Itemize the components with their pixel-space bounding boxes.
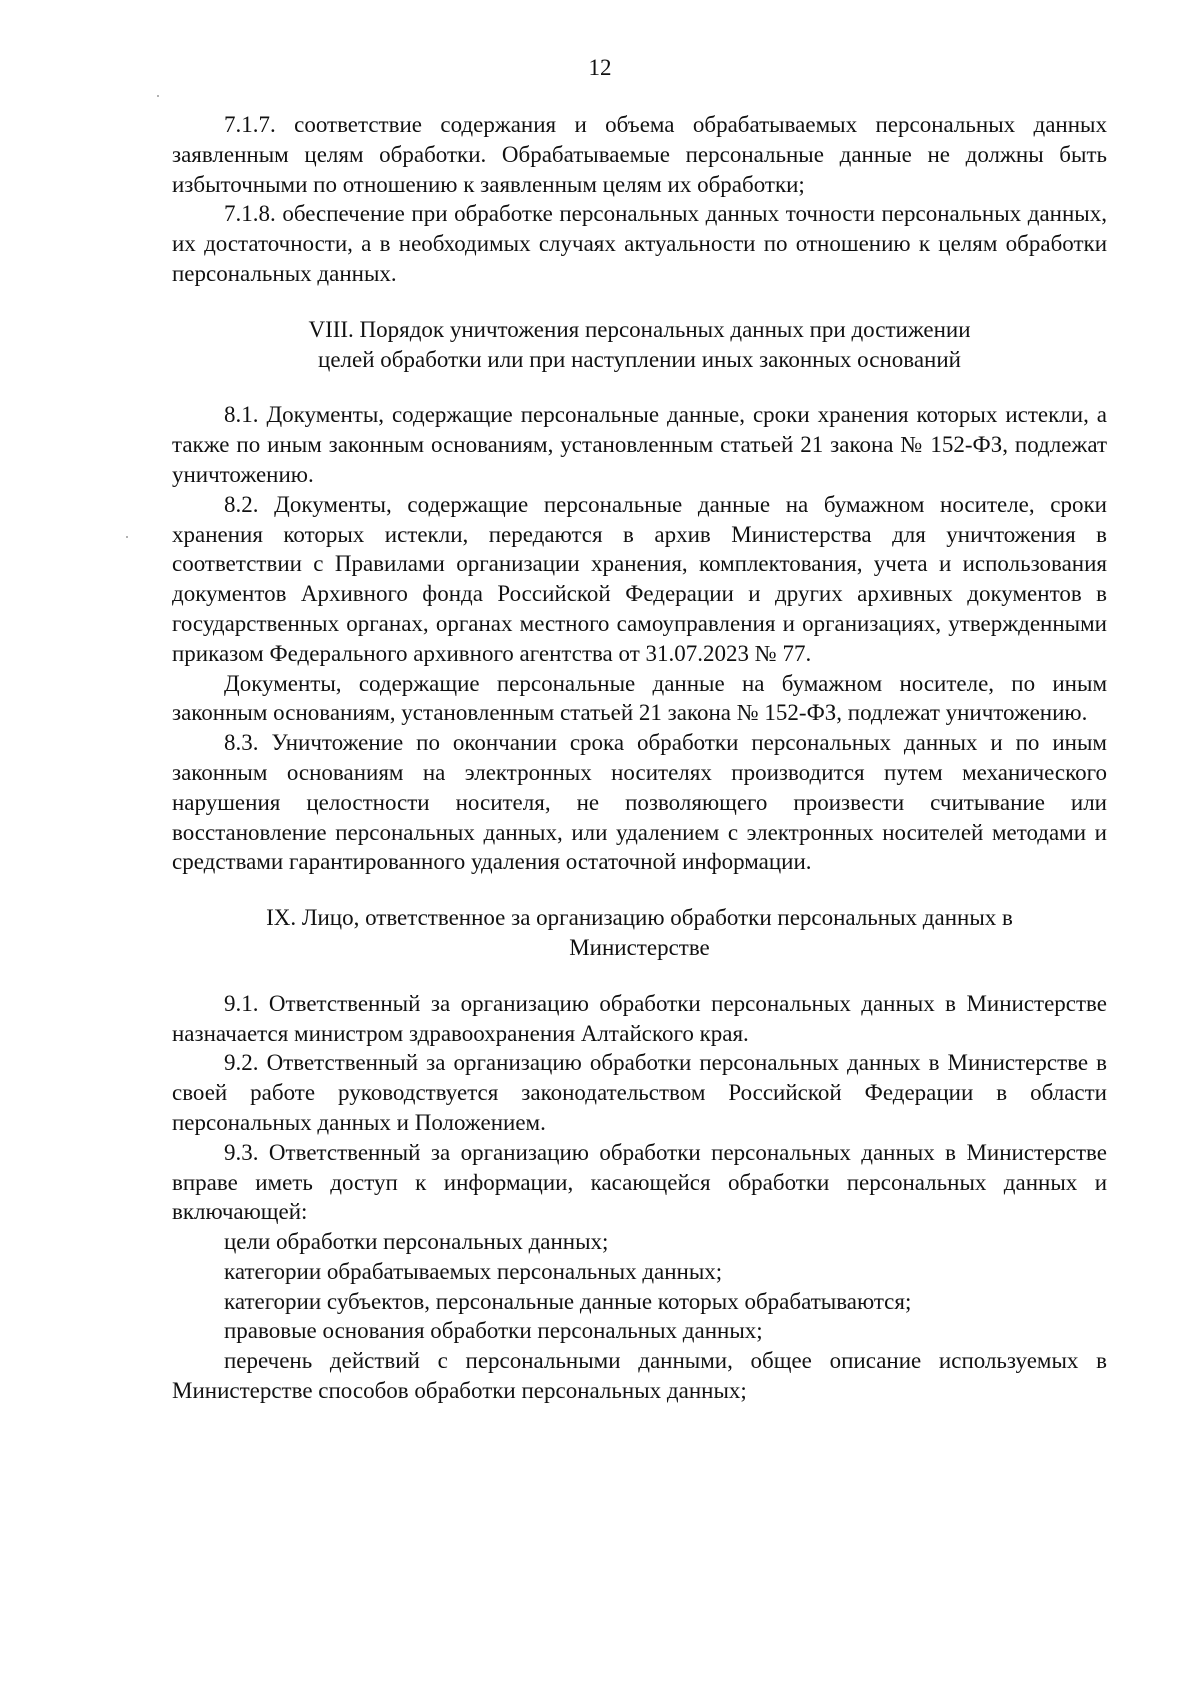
paragraph-8-2: 8.2. Документы, содержащие персональные данные на бумажном носителе, сроки хранения которых истекли, передаются в архив Министерства для уничтожения в соответствии с Правилами организации хранения, комплектования, учета и использования документов Архивного фонда Российской Федерации и других архивных документов в государственных органах, органах местного самоуправления и организациях, утвержденными приказом Федерального архивного агентства от 31.07.2023 № 77. <box>172 491 1107 666</box>
document-body <box>172 110 1107 1406</box>
list-item: правовые основания обработки персональных данных; <box>224 1318 763 1344</box>
list-item: перечень действий с персональными данными, общее описание используемых в Министерстве способов обработки персональных данных; <box>172 1348 1107 1404</box>
paragraph-9-1: 9.1. Ответственный за организацию обработки персональных данных в Министерстве назначается министром здравоохранения Алтайского края. <box>172 990 1107 1046</box>
list-item: категории субъектов, персональные данные которых обрабатываются; <box>224 1288 912 1314</box>
section-9-heading <box>172 903 1107 963</box>
scan-speck <box>157 95 159 97</box>
paragraph-8-3: 8.3. Уничтожение по окончании срока обработки персональных данных и по иным законным основаниям на электронных носителях производится путем механического нарушения целостности носителя, не позволяющего произвести считывание или восстановление персональных данных, или удалением с электронных носителей методами и средствами гарантированного удаления остаточной информации. <box>172 730 1107 875</box>
section-8-heading <box>172 315 1107 375</box>
section-heading-line: Министерстве <box>569 934 710 960</box>
paragraph-7-1-7: 7.1.7. соответствие содержания и объема обрабатываемых персональных данных заявленным целям обработки. Обрабатываемые персональные данные не должны быть избыточными по отношению к заявленным целям их обработки; <box>172 112 1107 197</box>
section-heading-line: IX. Лицо, ответственное за организацию обработки персональных данных в <box>266 905 1013 931</box>
section-9-body <box>172 989 1107 1406</box>
list-item: цели обработки персональных данных; <box>224 1229 609 1255</box>
scan-speck <box>126 536 128 538</box>
paragraph-9-3: 9.3. Ответственный за организацию обработки персональных данных в Министерстве вправе иметь доступ к информации, касающейся обработки персональных данных и включающей: <box>172 1139 1107 1225</box>
paragraph-8-2-continued: Документы, содержащие персональные данные на бумажном носителе, по иным законным основаниям, установленным статьей 21 закона № 152-ФЗ, подлежат уничтожению. <box>172 670 1107 726</box>
section-heading-line: целей обработки или при наступлении иных законных оснований <box>318 346 961 372</box>
paragraph-7-1-8: 7.1.8. обеспечение при обработке персональных данных точности персональных данных, их достаточности, а в необходимых случаях актуальности по отношению к целям обработки персональных данных. <box>172 201 1107 286</box>
section-heading-line: VIII. Порядок уничтожения персональных данных при достижении <box>308 316 971 342</box>
section-8-body <box>172 400 1107 877</box>
page-number: 12 <box>588 55 612 80</box>
paragraph-8-1: 8.1. Документы, содержащие персональные данные, сроки хранения которых истекли, а также по иным законным основаниям, установленным статьей 21 закона № 152-ФЗ, подлежат уничтожению. <box>172 402 1107 487</box>
paragraph-9-2: 9.2. Ответственный за организацию обработки персональных данных в Министерстве в своей работе руководствуется законодательством Российской Федерации в области персональных данных и Положением. <box>172 1050 1107 1135</box>
list-item: категории обрабатываемых персональных данных; <box>224 1258 723 1284</box>
